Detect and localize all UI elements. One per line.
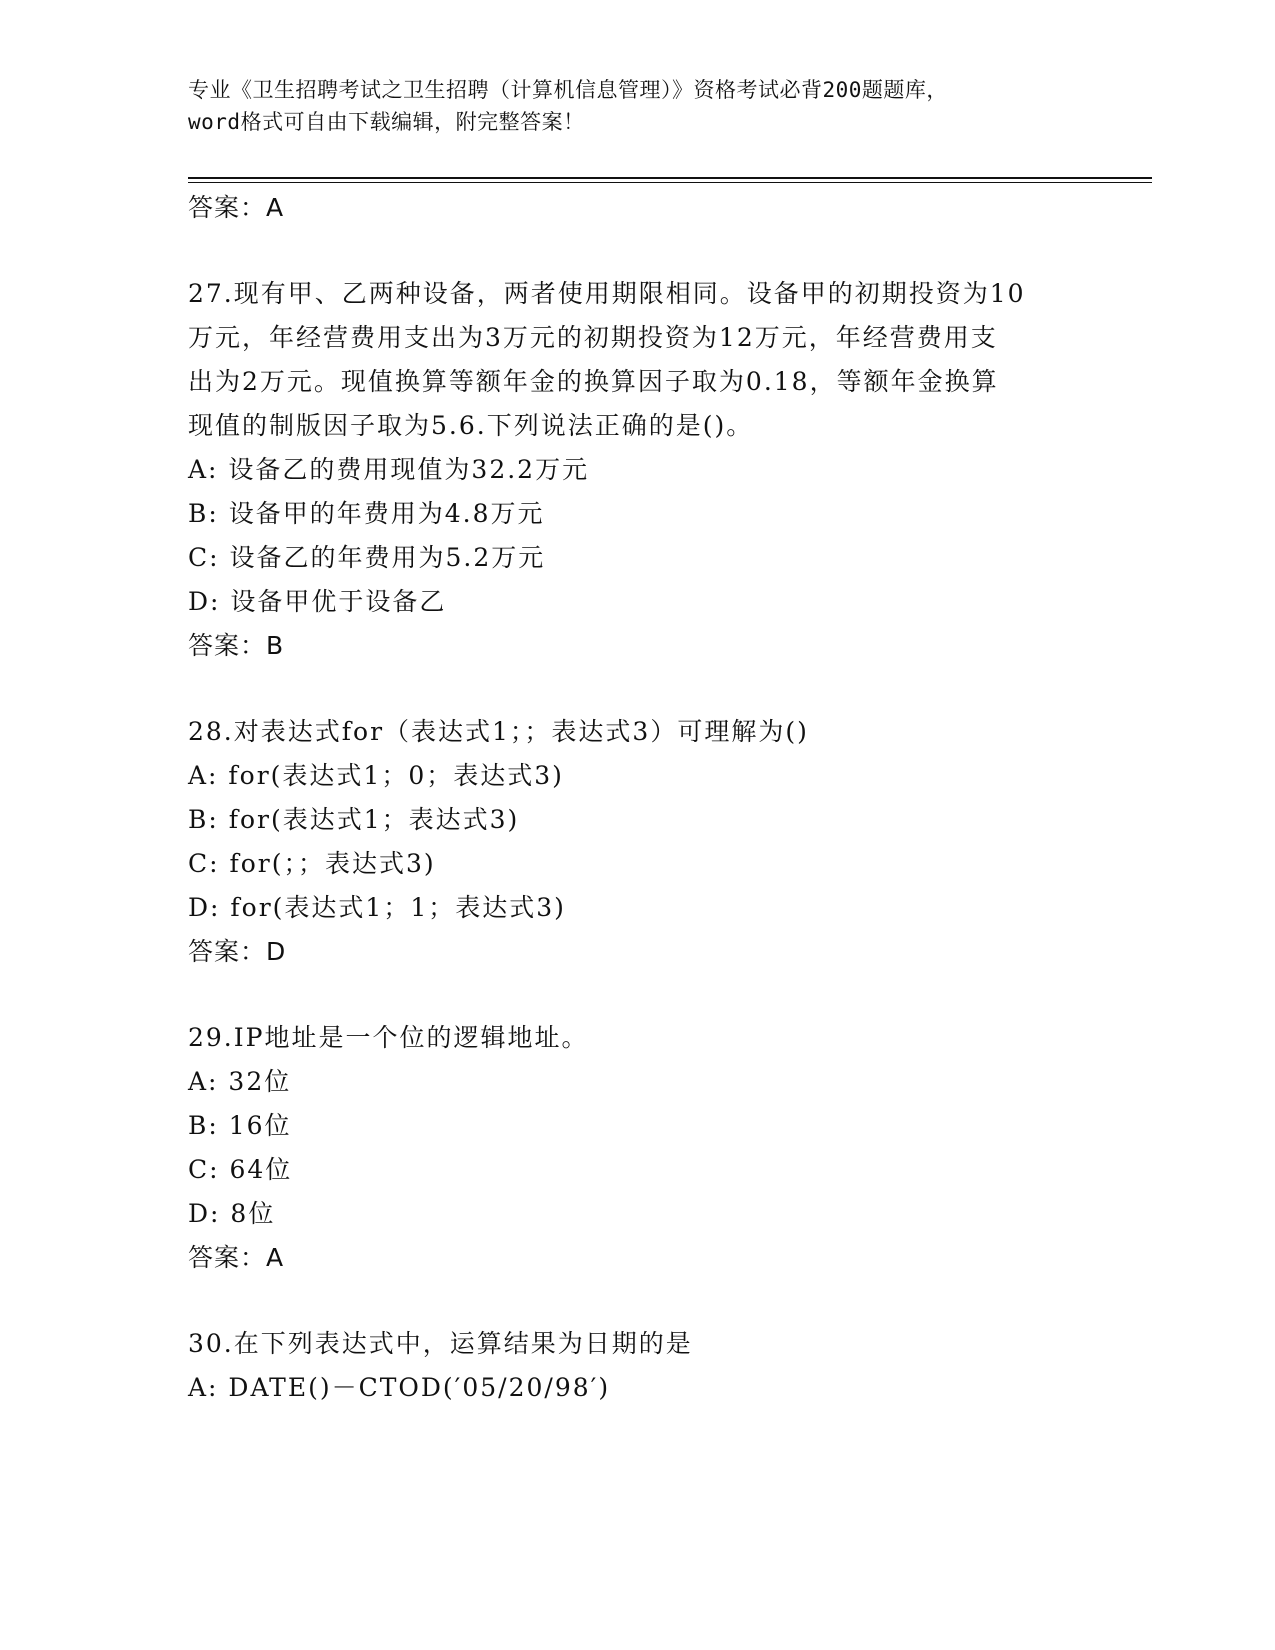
- question-27-option-b: B: 设备甲的年费用为4.8万元: [188, 499, 545, 528]
- question-27-answer: 答案：B: [188, 631, 285, 660]
- question-27-stem-line-2: 万元，年经营费用支出为3万元的初期投资为12万元，年经营费用支: [188, 323, 998, 352]
- question-27-option-a: A: 设备乙的费用现值为32.2万元: [188, 455, 590, 484]
- question-27-stem-line-4: 现值的制版因子取为5.6.下列说法正确的是()。: [188, 411, 754, 440]
- document-header: [188, 74, 1088, 138]
- question-27-option-d: D: 设备甲优于设备乙: [188, 587, 447, 616]
- header-line-2: word格式可自由下载编辑，附完整答案！: [188, 110, 585, 134]
- header-line-1: 专业《卫生招聘考试之卫生招聘（计算机信息管理）》资格考试必背200题题库，: [188, 78, 948, 102]
- question-30-stem: 30.在下列表达式中，运算结果为日期的是: [188, 1329, 693, 1358]
- answer-26: 答案：A: [188, 193, 285, 222]
- question-28-option-b: B: for(表达式1；表达式3): [188, 805, 520, 834]
- question-28-stem: 28.对表达式for（表达式1；；表达式3）可理解为(): [188, 717, 809, 746]
- header-divider-thin: [188, 182, 1152, 183]
- question-29-option-d: D: 8位: [188, 1199, 276, 1228]
- question-29-stem: 29.IP地址是一个位的逻辑地址。: [188, 1023, 589, 1052]
- question-27-option-c: C: 设备乙的年费用为5.2万元: [188, 543, 546, 572]
- header-divider-thick: [188, 177, 1152, 179]
- question-29-option-b: B: 16位: [188, 1111, 292, 1140]
- question-29-option-c: C: 64位: [188, 1155, 293, 1184]
- question-29-option-a: A: 32位: [188, 1067, 292, 1096]
- question-30-option-a: A: DATE()－CTOD(′05/20/98′): [188, 1373, 611, 1402]
- question-27-stem-line-3: 出为2万元。现值换算等额年金的换算因子取为0.18，等额年金换算: [188, 367, 999, 396]
- question-28-answer: 答案：D: [188, 937, 287, 966]
- question-28-option-a: A: for(表达式1；0；表达式3): [188, 761, 564, 790]
- question-28-option-d: D: for(表达式1；1；表达式3): [188, 893, 566, 922]
- question-28-option-c: C: for(；；表达式3): [188, 849, 436, 878]
- question-27-stem-line-1: 27.现有甲、乙两种设备，两者使用期限相同。设备甲的初期投资为10: [188, 279, 1026, 308]
- question-29-answer: 答案：A: [188, 1243, 285, 1272]
